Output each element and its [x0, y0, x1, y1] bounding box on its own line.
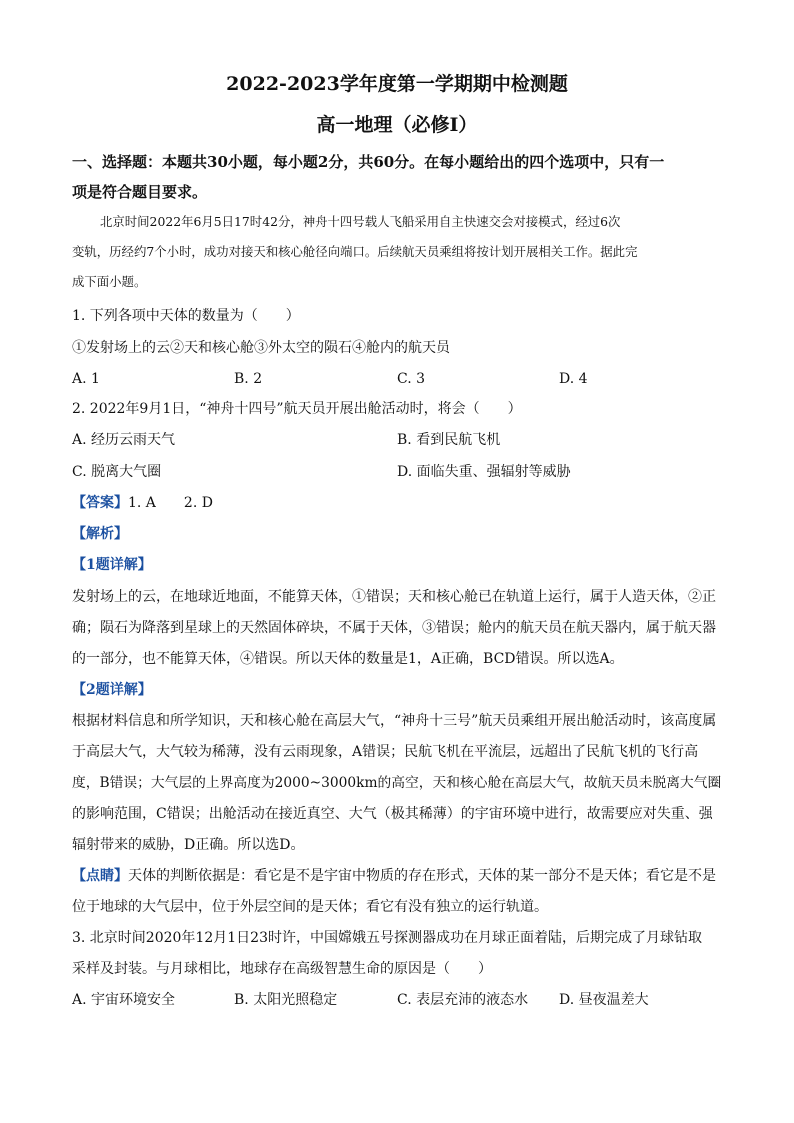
q3-option-d: D. 昼夜温差大 [559, 992, 649, 1008]
q3-stem-line2: 采样及封装。与月球相比，地球存在高级智慧生命的原因是（ ） [72, 961, 492, 977]
q1-stem: 1. 下列各项中天体的数量为（ ） [72, 308, 300, 324]
detail2-line2: 于高层大气，大气较为稀薄，没有云雨现象，A错误；民航飞机在平流层，远超出了民航飞机的飞行高 [72, 744, 699, 760]
tip-line2: 位于地球的大气层中，位于外层空间的是天体；看它有没有独立的运行轨道。 [72, 899, 548, 915]
material-line1: 北京时间2022年6月5日17时42分，神舟十四号载人飞船采用自主快速交会对接模式，经过6次 [100, 214, 621, 229]
section-heading-line2: 项是符合题目要求。 [72, 183, 208, 201]
tip-line1 [72, 866, 716, 886]
answer-text: 1. A 2. D [128, 495, 213, 511]
page-title: 2022-2023学年度第一学期期中检测题 [226, 73, 568, 95]
q2-option-d: D. 面临失重、强辐射等威胁 [397, 464, 571, 480]
section-heading-line1: 一、选择题：本题共30小题，每小题2分，共60分。在每小题给出的四个选项中，只有一 [72, 153, 665, 171]
detail2-line3: 度，B错误；大气层的上界高度为2000~3000km的高空，天和核心舱在高层大气，故航天员未脱离大气圈 [72, 775, 722, 791]
detail2-line1: 根据材料信息和所学知识，天和核心舱在高层大气，“神舟十三号”航天员乘组开展出舱活动时，该高度属 [72, 713, 717, 729]
tip-label: 【点睛】 [72, 868, 128, 884]
q2-option-b: B. 看到民航飞机 [397, 432, 501, 448]
detail1-line1: 发射场上的云，在地球近地面，不能算天体，①错误；天和核心舱已在轨道上运行，属于人造天体，②正 [72, 589, 716, 605]
answer-label: 【答案】 [72, 495, 128, 511]
detail2-label: 【2题详解】 [72, 682, 152, 698]
q1-option-a: A. 1 [72, 371, 100, 387]
page-subtitle: 高一地理（必修Ⅰ） [316, 114, 478, 136]
q1-option-b: B. 2 [234, 371, 263, 387]
analysis-label: 【解析】 [72, 526, 128, 542]
q3-option-c: C. 表层充沛的液态水 [397, 992, 529, 1008]
q3-option-a: A. 宇宙环境安全 [72, 992, 176, 1008]
document-page [72, 0, 722, 1123]
material-line3: 成下面小题。 [72, 274, 147, 289]
q2-stem: 2. 2022年9月1日，“神舟十四号”航天员开展出舱活动时，将会（ ） [72, 401, 522, 417]
q1-option-c: C. 3 [397, 371, 426, 387]
detail1-label: 【1题详解】 [72, 557, 152, 573]
q1-items: ①发射场上的云②天和核心舱③外太空的陨石④舱内的航天员 [72, 340, 450, 356]
answer-line [72, 493, 213, 513]
q2-option-c: C. 脱离大气圈 [72, 464, 162, 480]
material-line2: 变轨，历经约7个小时，成功对接天和核心舱径向端口。后续航天员乘组将按计划开展相关工作。据此完 [72, 244, 638, 259]
q1-option-d: D. 4 [559, 371, 588, 387]
detail1-line3: 的一部分，也不能算天体，④错误。所以天体的数量是1，A正确，BCD错误。所以选A。 [72, 651, 624, 667]
detail2-line4: 的影响范围，C错误；出舱活动在接近真空、大气（极其稀薄）的宇宙环境中进行，故需要应对失重、强 [72, 806, 713, 822]
detail2-line5: 辐射带来的威胁，D正确。所以选D。 [72, 837, 305, 853]
q3-stem-line1: 3. 北京时间2020年12月1日23时许，中国嫦娥五号探测器成功在月球正面着陆，后期完成了月球钻取 [72, 930, 702, 946]
tip-text1: 天体的判断依据是：看它是不是宇宙中物质的存在形式，天体的某一部分不是天体；看它是不是 [128, 868, 716, 884]
q2-option-a: A. 经历云雨天气 [72, 432, 176, 448]
q3-option-b: B. 太阳光照稳定 [234, 992, 338, 1008]
detail1-line2: 确；陨石为降落到星球上的天然固体碎块，不属于天体，③错误；舱内的航天员在航天器内，属于航天器 [72, 620, 716, 636]
